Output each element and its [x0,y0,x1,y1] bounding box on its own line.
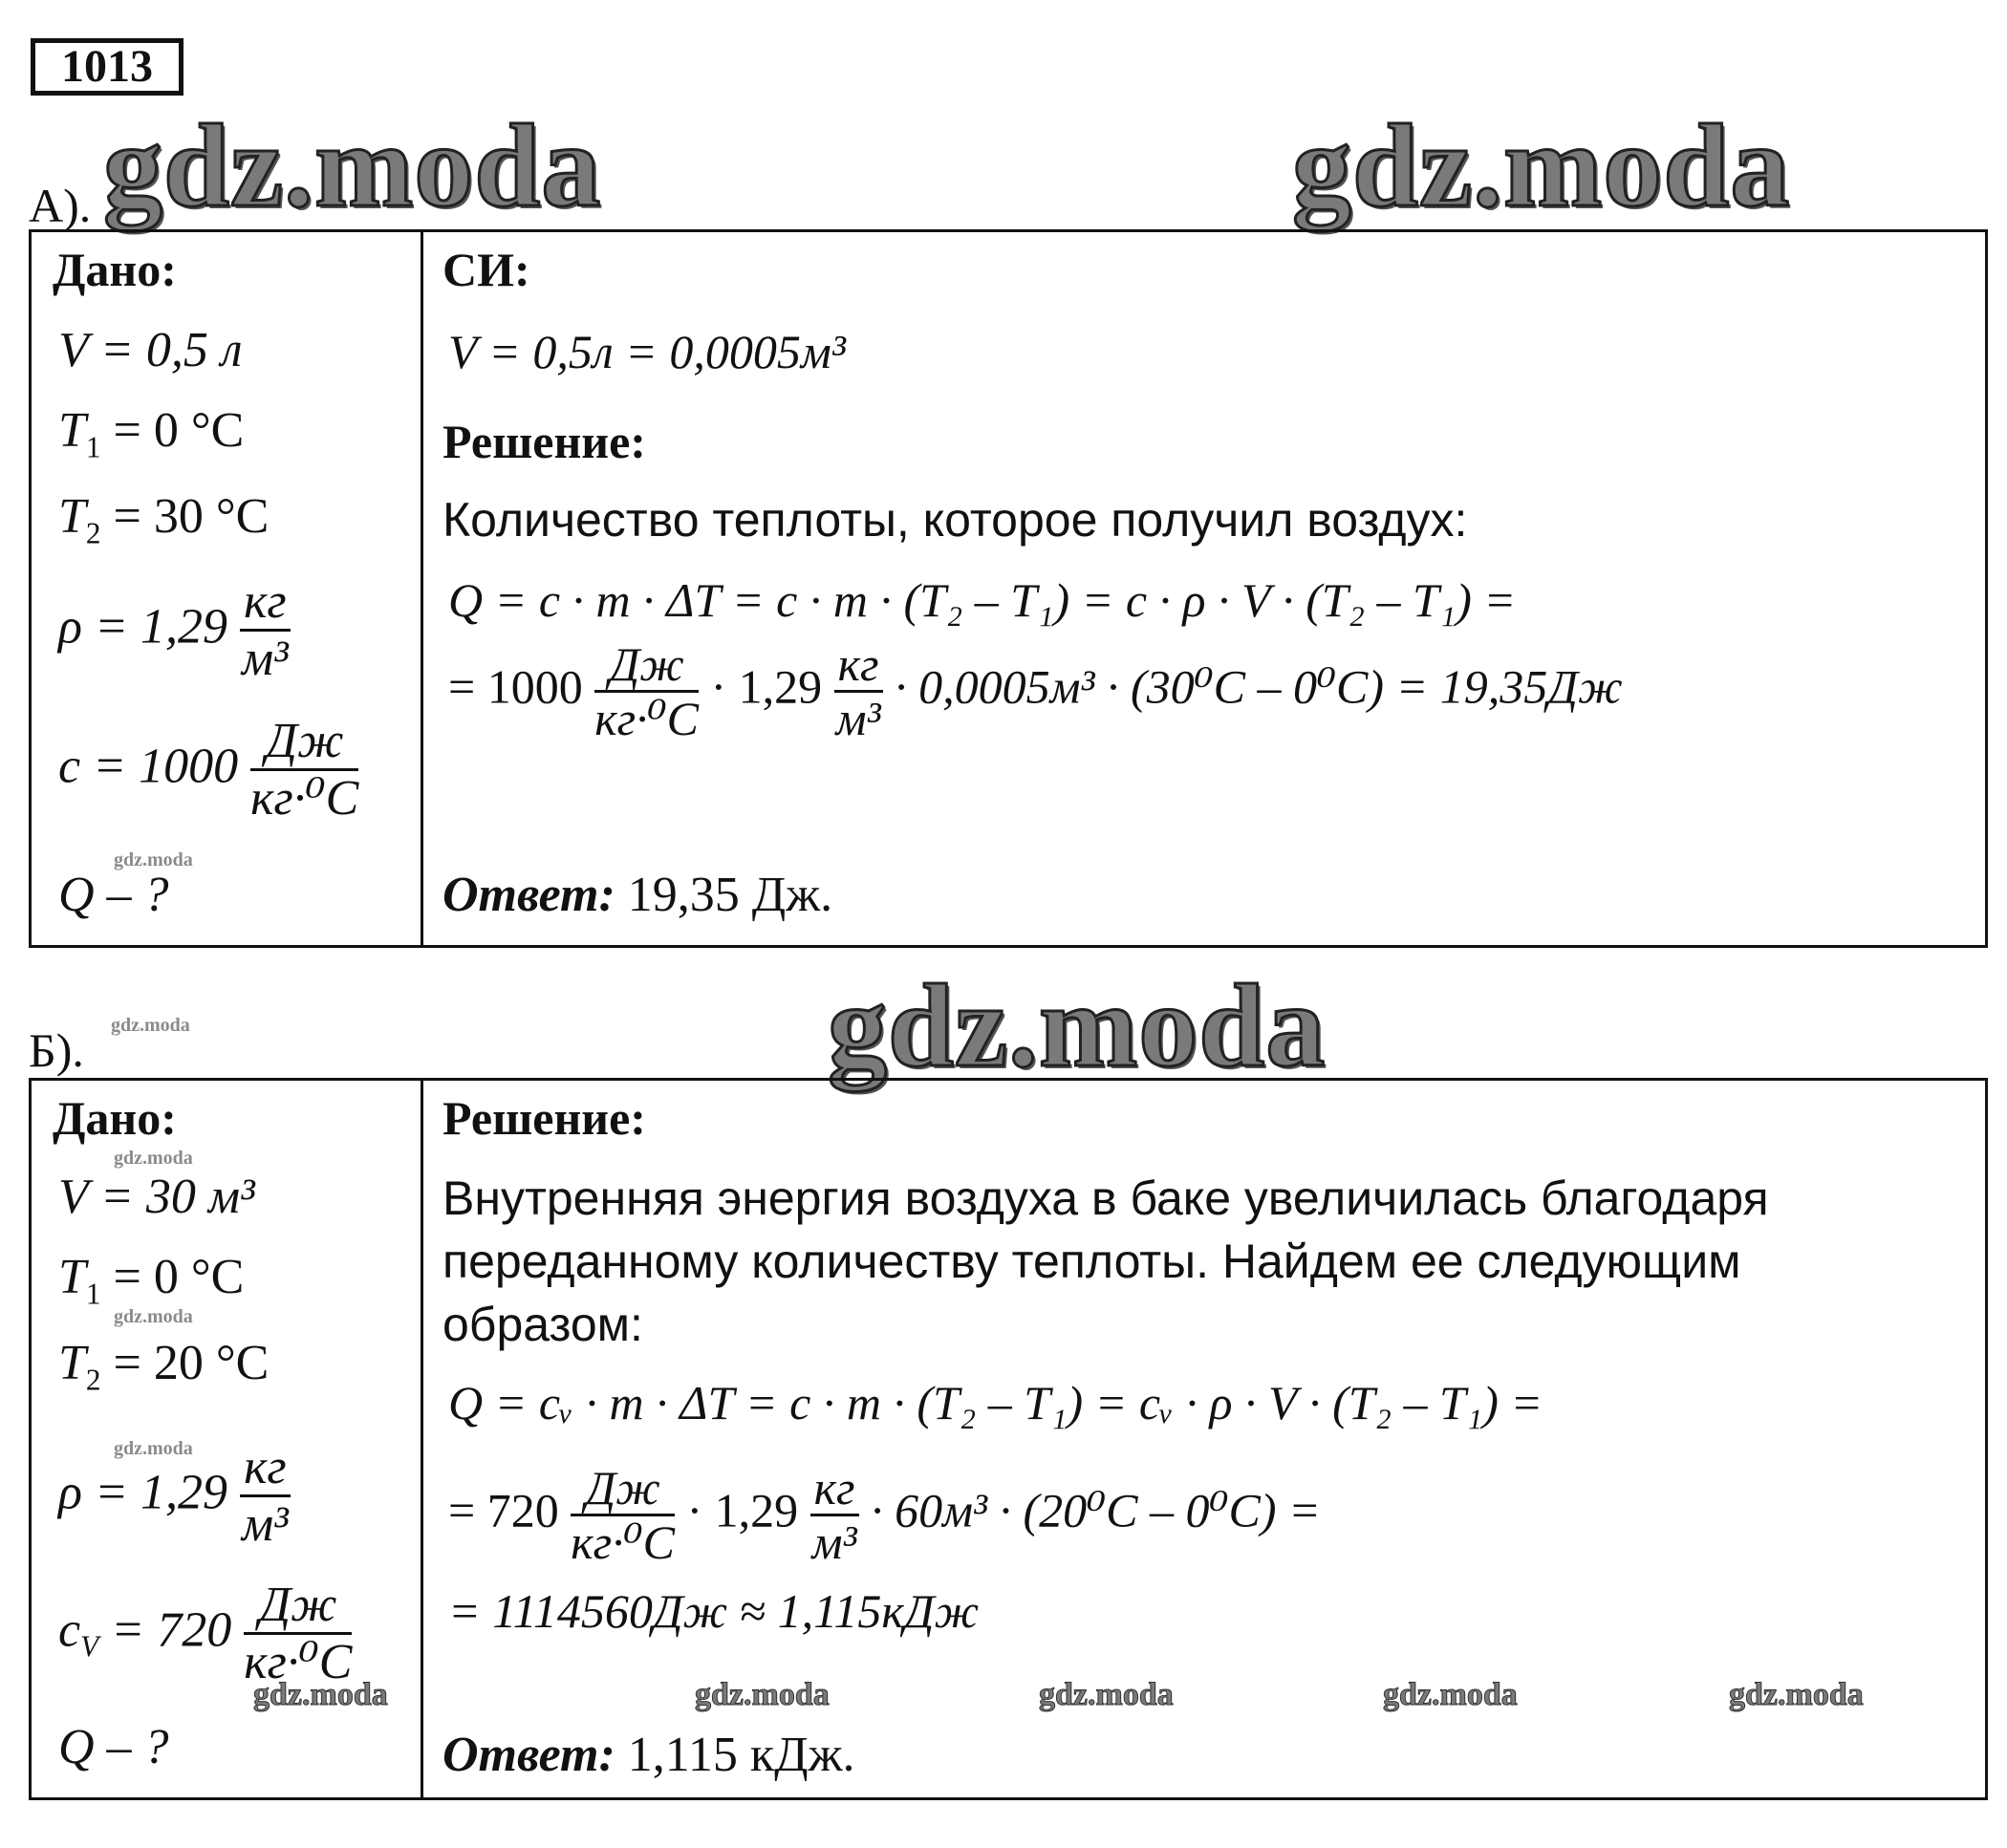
formula-line-3: = 1114560Дж ≈ 1,115кДж [448,1584,980,1638]
formula-line-1: Q = cᵥ · m · ΔT = c · m · (T₂ – T₁) = cᵥ · ρ · V · (T₂ – T₁) = [448,1376,1543,1429]
part-b-panel [29,1078,1988,1800]
solution-text-line-2: переданному количеству теплоты. Найдем ее следующим [442,1235,1741,1288]
watermark-small: gdz.moda [114,1438,193,1459]
column-divider [421,1081,423,1797]
answer: Ответ: 19,35 Дж. [442,868,833,922]
si-heading: СИ: [442,243,530,296]
problem-number: 1013 [31,38,183,96]
given-t2: $T_2 = 30$ °С [58,489,270,550]
watermark-logo: gdz.moda [1292,100,1791,231]
given-t1: $T_1 = 0$ °С [58,1250,245,1311]
watermark-small: gdz.moda [695,1677,830,1712]
watermark-small: gdz.moda [114,1306,193,1327]
given-density: ρ = 1,29 $\frac{кг}{\text{м³}}$ [58,1440,289,1552]
solution-text-line-3: образом: [442,1298,643,1351]
given-t2: $T_2 = 20$ °С [58,1336,270,1397]
part-b-label: Б). [29,1023,84,1077]
given-volume: V = 30 м³ [58,1170,255,1224]
solution-text: Количество теплоты, которое получил воздух: [442,493,1468,547]
watermark-small: gdz.moda [111,1015,190,1036]
given-heading: Дано: [53,243,177,296]
watermark-logo: gdz.moda [828,960,1327,1091]
watermark-small: gdz.moda [253,1677,388,1712]
find-q: Q – ? [58,1720,169,1774]
column-divider [421,232,423,945]
given-density: ρ = 1,29 $\frac{кг}{\text{м³}}$ [58,574,289,686]
watermark-logo: gdz.moda [103,100,602,231]
part-a-panel [29,229,1988,948]
solution-heading: Решение: [442,1091,646,1145]
given-heading: Дано: [53,1091,177,1145]
answer: Ответ: 1,115 кДж. [442,1728,855,1782]
watermark-small: gdz.moda [114,1148,193,1169]
solution-text-line-1: Внутренняя энергия воздуха в баке увеличилась благодаря [442,1171,1769,1225]
formula-line-1: Q = c · m · ΔT = c · m · (T₂ – T₁) = c · ρ · V · (T₂ – T₁) = [448,573,1517,627]
given-t1: $T_1 = 0$ °С [58,403,245,464]
formula-line-2: = 720 $\frac{Дж}{\text{кг·⁰С}}$ · 1,29 $\frac{кг}{\text{м³}}$ · 60м³ · (20⁰С – 0⁰С) = [448,1461,1321,1569]
watermark-small: gdz.moda [114,849,193,870]
watermark-small: gdz.moda [1039,1677,1174,1712]
given-heat-capacity: $c_V = 720$ $\frac{Дж}{\text{кг·⁰С}}$ [58,1578,353,1689]
given-volume: V = 0,5 л [58,323,243,377]
formula-line-2: = 1000 $\frac{Дж}{\text{кг·⁰С}}$ · 1,29 $\frac{кг}{\text{м³}}$ · 0,0005м³ · (30⁰С – 0⁰С) = 19,35Дж [448,637,1623,745]
watermark-small: gdz.moda [1729,1677,1864,1712]
find-q: Q – ? [58,868,169,922]
given-heat-capacity: c = 1000 $\frac{Дж}{\text{кг·⁰С}}$ [58,714,359,826]
part-a-label: А). [29,179,92,232]
solution-heading: Решение: [442,415,646,468]
si-conversion: V = 0,5л = 0,0005м³ [448,325,846,378]
watermark-small: gdz.moda [1383,1677,1518,1712]
